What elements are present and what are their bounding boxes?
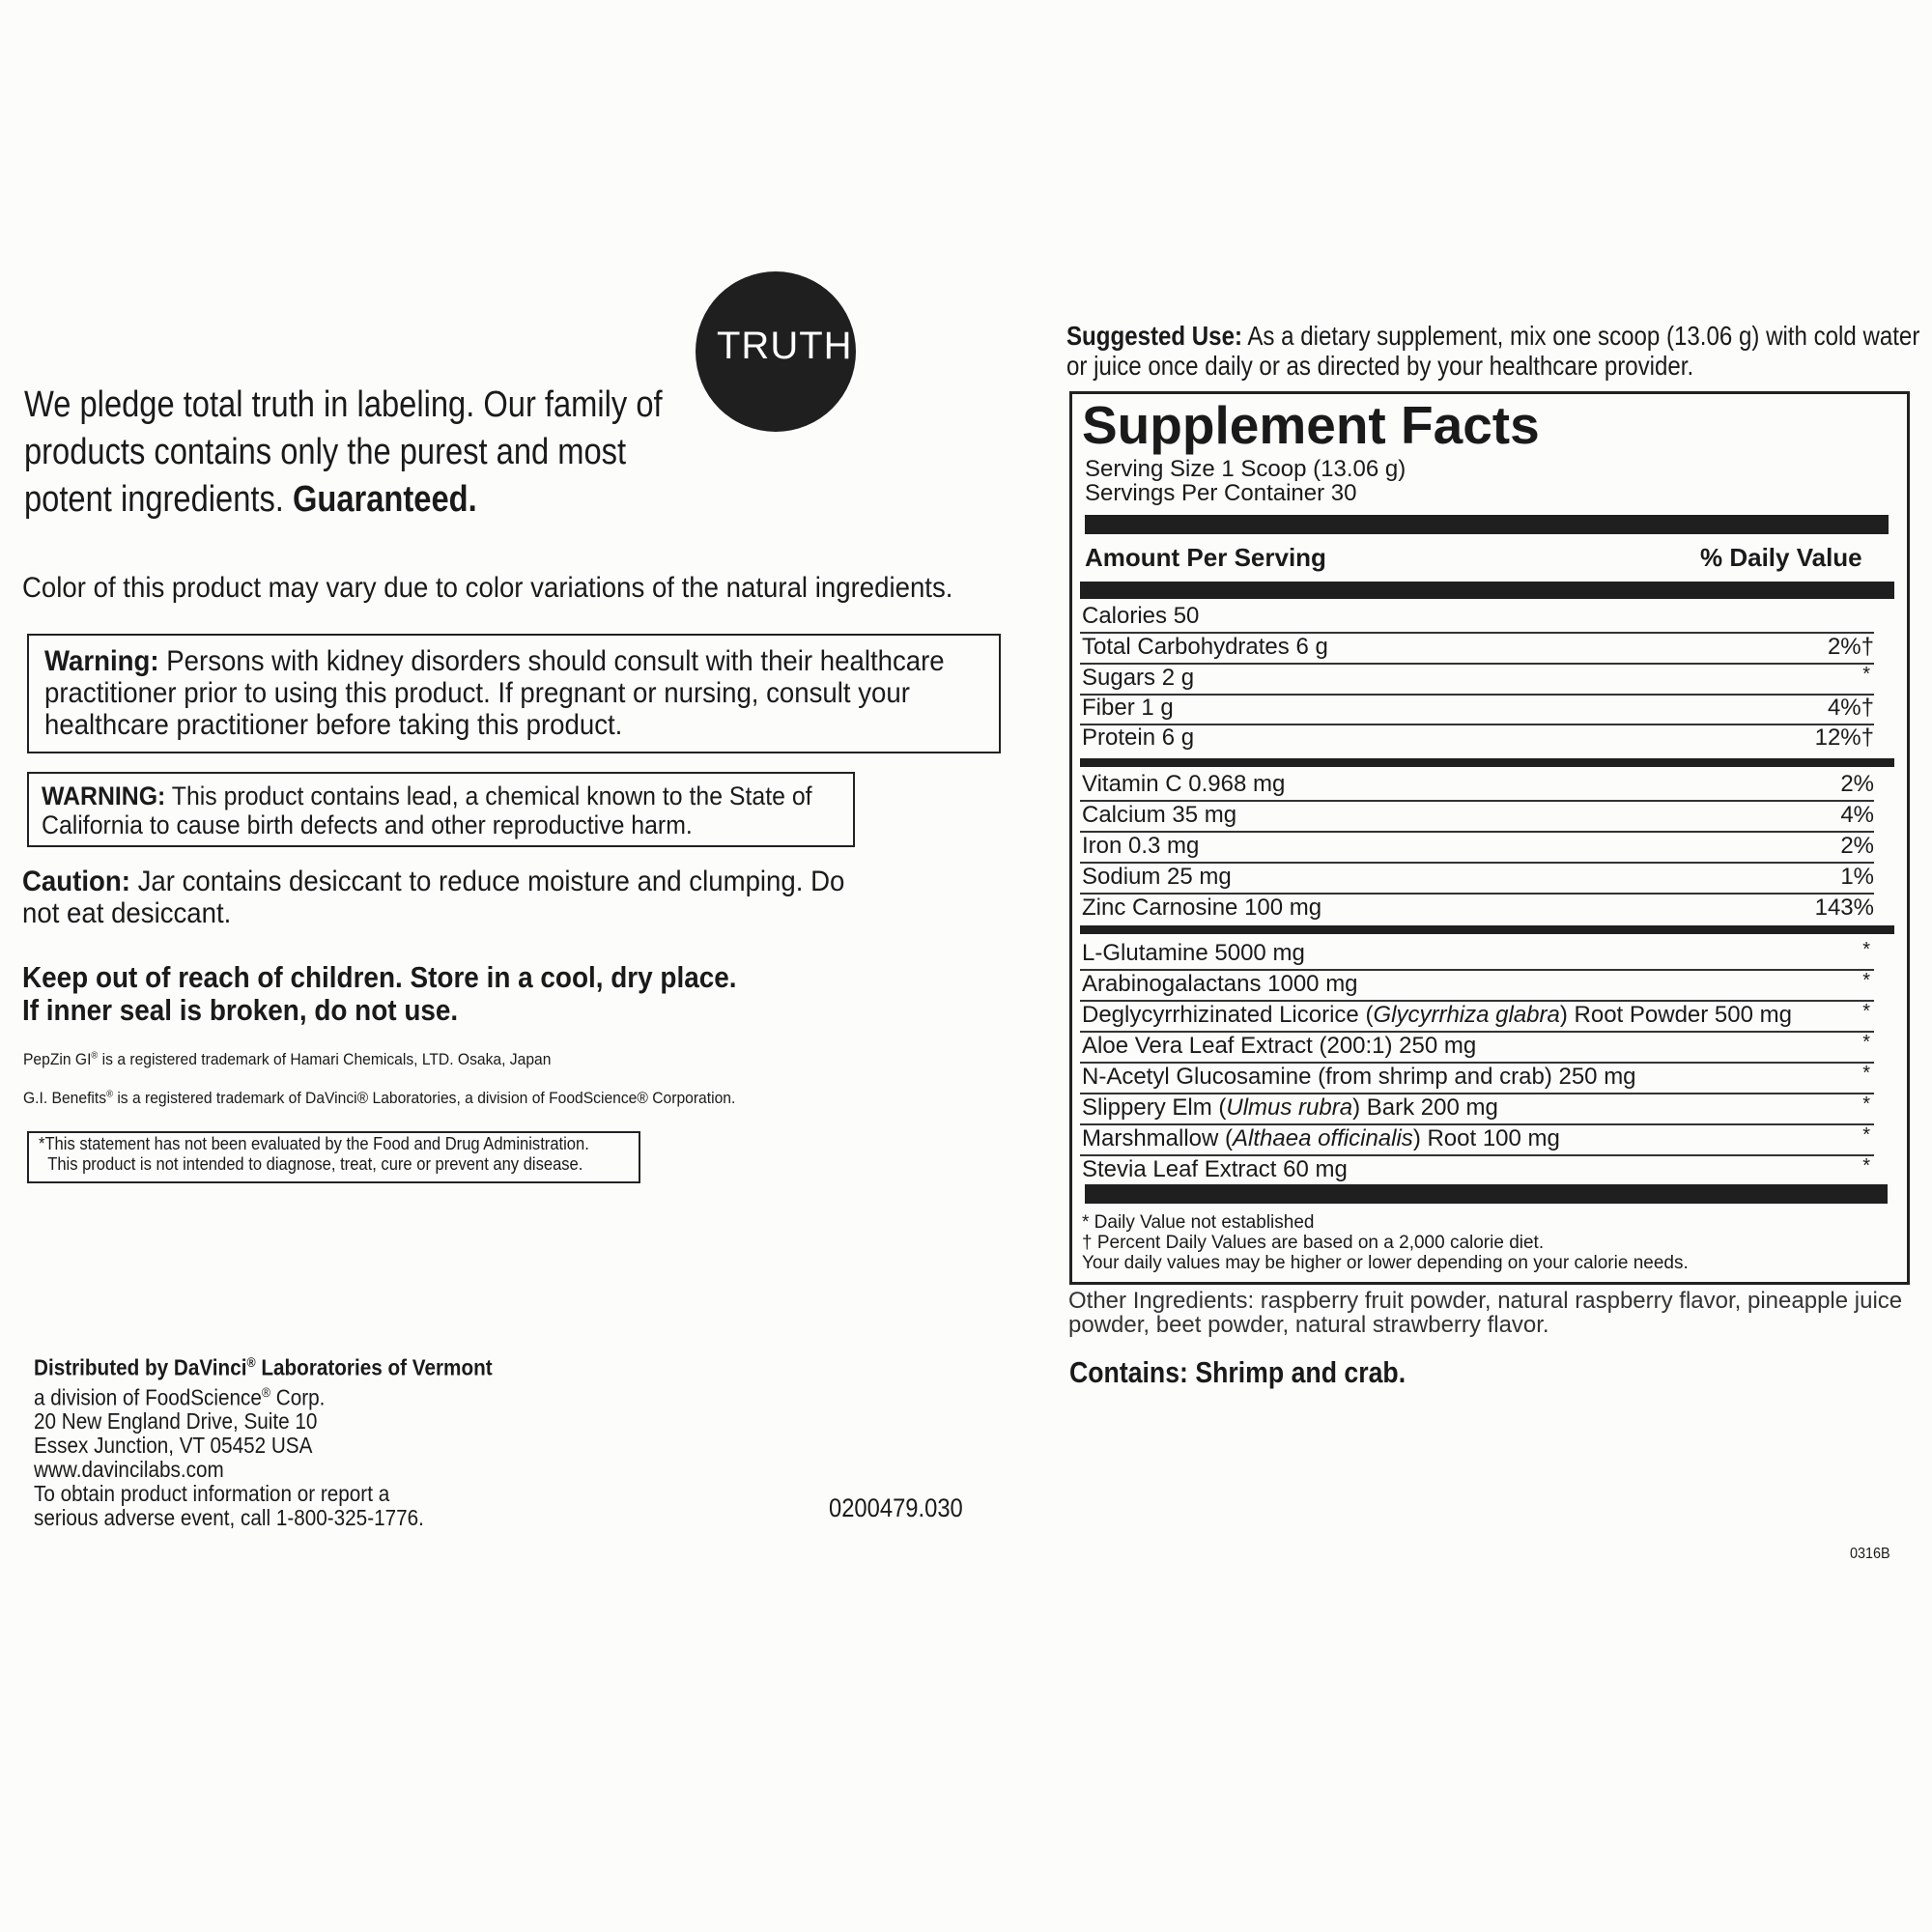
ingredient-name-pre: Slippery Elm (: [1082, 1094, 1227, 1121]
dist-mark-1: ®: [246, 1355, 256, 1370]
facts-divider-header: [1080, 582, 1894, 599]
dist-mark-2: ®: [261, 1384, 271, 1400]
pledge-guaranteed: Guaranteed.: [292, 479, 477, 520]
ingredient-name: Aloe Vera Leaf Extract (200:1) 250 mg: [1082, 1033, 1477, 1059]
distributor-address2: Essex Junction, VT 05452 USA: [34, 1433, 313, 1459]
tm1-text: is a registered trademark of Hamari Chemicals, LTD. Osaka, Japan: [98, 1050, 552, 1068]
ingredient-name: Arabinogalactans 1000 mg: [1082, 971, 1358, 997]
nutrient-dv: 2%†: [1827, 634, 1874, 660]
ingredient-dv: *: [1862, 1032, 1870, 1053]
ingredient-dv: *: [1862, 1001, 1870, 1022]
footnote-calorie-needs: Your daily values may be higher or lower depending on your calorie needs.: [1082, 1253, 1689, 1273]
ingredient-name: [1082, 1124, 1560, 1153]
warning-body: Persons with kidney disorders should consult with their healthcare practitioner prior to using this product. If pregnant or nursing, consult your healthcare practitioner before taking this product.: [44, 645, 945, 741]
nutrient-row: [1080, 894, 1874, 923]
ingredient-row: [1080, 1124, 1874, 1156]
ingredient-dv: *: [1862, 1094, 1870, 1115]
distributor-address1: 20 New England Drive, Suite 10: [34, 1408, 318, 1435]
serving-size: Serving Size 1 Scoop (13.06 g): [1085, 456, 1406, 482]
facts-divider-group1: [1080, 758, 1894, 767]
ingredient-dv: *: [1862, 939, 1870, 960]
caution-label: Caution:: [22, 866, 130, 897]
ingredient-dv: *: [1862, 1155, 1870, 1177]
prop65-label: WARNING:: [42, 781, 166, 810]
pledge-statement: [24, 382, 680, 524]
lot-code: 0200479.030: [829, 1493, 963, 1522]
storage-warning: [22, 961, 787, 1027]
trademark-gi-benefits: [23, 1089, 735, 1108]
facts-divider-bottom: [1085, 1184, 1888, 1204]
nutrient-dv: 1%: [1840, 864, 1874, 890]
ingredient-row: [1080, 939, 1874, 971]
fda-line2: This product is not intended to diagnose, treat, cure or prevent any disease.: [47, 1154, 583, 1174]
caution-body: Jar contains desiccant to reduce moisture and clumping. Do not eat desiccant.: [22, 866, 845, 929]
serving-info: [1085, 457, 1406, 505]
kidney-warning-text: [44, 645, 978, 741]
footnote-dv-not-established: * Daily Value not established: [1082, 1212, 1315, 1233]
storage-line1: Keep out of reach of children. Store in a cool, dry place.: [22, 960, 737, 994]
suggested-use: [1066, 321, 1930, 381]
servings-per-container: Servings Per Container 30: [1085, 480, 1357, 506]
nutrient-row: [1080, 832, 1874, 864]
prop65-body: This product contains lead, a chemical known to the State of California to cause birth defects and other reproductive harm.: [42, 781, 812, 839]
nutrient-name: Fiber 1 g: [1082, 695, 1174, 721]
ingredient-name-post: ) Root 100 mg: [1412, 1125, 1560, 1151]
facts-divider-group2: [1080, 925, 1894, 934]
nutrient-row: [1080, 694, 1874, 725]
ingredient-name-pre: Marshmallow (: [1082, 1125, 1234, 1151]
ingredient-dv: *: [1862, 970, 1870, 991]
nutrient-dv: *: [1862, 664, 1870, 685]
ingredient-name: [1082, 1001, 1792, 1030]
fda-disclaimer-text: [39, 1134, 608, 1175]
suggested-use-text: As a dietary supplement, mix one scoop (13.06 g) with cold water or juice once daily or as directed by your healthcare provider.: [1066, 321, 1920, 381]
tm2-name: G.I. Benefits: [23, 1089, 107, 1107]
tm1-name: PepZin GI: [23, 1050, 92, 1068]
nutrient-dv: 12%†: [1814, 724, 1874, 751]
ingredient-row: [1080, 1032, 1874, 1064]
distributor-contact1: To obtain product information or report a: [34, 1481, 390, 1507]
ingredient-row: [1080, 1063, 1874, 1094]
ingredient-row: [1080, 1155, 1874, 1185]
tm2-mark: ®: [106, 1089, 113, 1100]
ingredient-latin: Ulmus rubra: [1226, 1094, 1353, 1121]
nutrient-row: [1080, 801, 1874, 833]
tm1-mark: ®: [91, 1050, 99, 1062]
distributor-website: www.davincilabs.com: [34, 1457, 224, 1483]
suggested-use-label: Suggested Use:: [1066, 321, 1242, 351]
ingredient-row: [1080, 1094, 1874, 1125]
ingredient-name-pre: Deglycyrrhizinated Licorice (: [1082, 1002, 1374, 1028]
dist-div-a: a division of FoodScience: [34, 1384, 262, 1410]
nutrient-row: [1080, 724, 1874, 753]
distributor-info: [34, 1350, 521, 1530]
ingredient-name: [1082, 1094, 1498, 1122]
warning-label: Warning:: [44, 645, 159, 677]
nutrient-name: Zinc Carnosine 100 mg: [1082, 895, 1322, 921]
nutrient-row: [1080, 664, 1874, 696]
allergen-contains: Contains: Shrimp and crab.: [1069, 1355, 1406, 1389]
nutrient-dv: 4%†: [1827, 695, 1874, 721]
ingredient-latin: Glycyrrhiza glabra: [1373, 1002, 1560, 1028]
truth-badge-label: TRUTH: [717, 325, 853, 367]
version-code: 0316B: [1850, 1546, 1890, 1562]
nutrient-dv: 143%: [1814, 895, 1874, 921]
nutrient-name: Calories 50: [1082, 603, 1200, 629]
dist-name-a: Distributed by DaVinci: [34, 1354, 247, 1380]
nutrient-row: [1080, 770, 1874, 802]
facts-footnotes: [1082, 1212, 1893, 1273]
other-ingredients: Other Ingredients: raspberry fruit powder, natural raspberry flavor, pineapple juice powder, beet powder, natural strawberry flavor.: [1068, 1288, 1903, 1338]
supplement-facts-title: Supplement Facts: [1082, 395, 1540, 455]
distributor-contact2: serious adverse event, call 1-800-325-1776.: [34, 1505, 424, 1531]
caution-desiccant: [22, 866, 867, 929]
ingredient-latin: Althaea officinalis: [1233, 1125, 1413, 1151]
nutrient-name: Total Carbohydrates 6 g: [1082, 634, 1328, 660]
ingredient-row: [1080, 1001, 1874, 1033]
nutrient-dv: 2%: [1840, 833, 1874, 859]
amount-per-serving-header: Amount Per Serving: [1085, 543, 1326, 572]
fda-line1: *This statement has not been evaluated by the Food and Drug Administration.: [39, 1134, 589, 1153]
nutrient-name: Protein 6 g: [1082, 724, 1195, 751]
ingredient-dv: *: [1862, 1063, 1870, 1084]
nutrient-name: Sodium 25 mg: [1082, 864, 1232, 890]
nutrient-row: [1080, 602, 1874, 634]
ingredient-name-post: ) Bark 200 mg: [1352, 1094, 1498, 1121]
distributor-line1: [34, 1350, 521, 1380]
nutrient-name: Vitamin C 0.968 mg: [1082, 771, 1286, 797]
ingredient-name: N-Acetyl Glucosamine (from shrimp and crab) 250 mg: [1082, 1064, 1636, 1090]
dist-name-b: Laboratories of Vermont: [255, 1354, 493, 1380]
dist-div-b: Corp.: [270, 1384, 326, 1410]
nutrient-name: Sugars 2 g: [1082, 665, 1195, 691]
nutrient-row: [1080, 863, 1874, 895]
nutrient-dv: 4%: [1840, 802, 1874, 828]
tm2-text: is a registered trademark of DaVinci® Laboratories, a division of FoodScience® Corporation.: [112, 1089, 736, 1107]
trademark-pepzin: [23, 1050, 551, 1069]
pledge-text: We pledge total truth in labeling. Our family of products contains only the purest and most potent ingredients.: [24, 384, 663, 520]
prop65-warning-text: [42, 781, 859, 839]
ingredient-name-post: ) Root Powder 500 mg: [1559, 1002, 1792, 1028]
distributor-line2: [34, 1380, 521, 1410]
storage-line2: If inner seal is broken, do not use.: [22, 993, 459, 1027]
nutrient-dv: 2%: [1840, 771, 1874, 797]
footnote-percent-dv: † Percent Daily Values are based on a 2,000 calorie diet.: [1082, 1233, 1545, 1253]
nutrient-name: Iron 0.3 mg: [1082, 833, 1200, 859]
daily-value-header: % Daily Value: [1700, 543, 1862, 572]
ingredient-name: Stevia Leaf Extract 60 mg: [1082, 1156, 1348, 1182]
ingredient-row: [1080, 970, 1874, 1002]
nutrient-row: [1080, 633, 1874, 665]
nutrient-name: Calcium 35 mg: [1082, 802, 1237, 828]
ingredient-dv: *: [1862, 1124, 1870, 1146]
color-variation-note: Color of this product may vary due to color variations of the natural ingredients.: [22, 572, 953, 604]
facts-divider-top: [1085, 515, 1889, 534]
ingredient-name: L-Glutamine 5000 mg: [1082, 940, 1305, 966]
